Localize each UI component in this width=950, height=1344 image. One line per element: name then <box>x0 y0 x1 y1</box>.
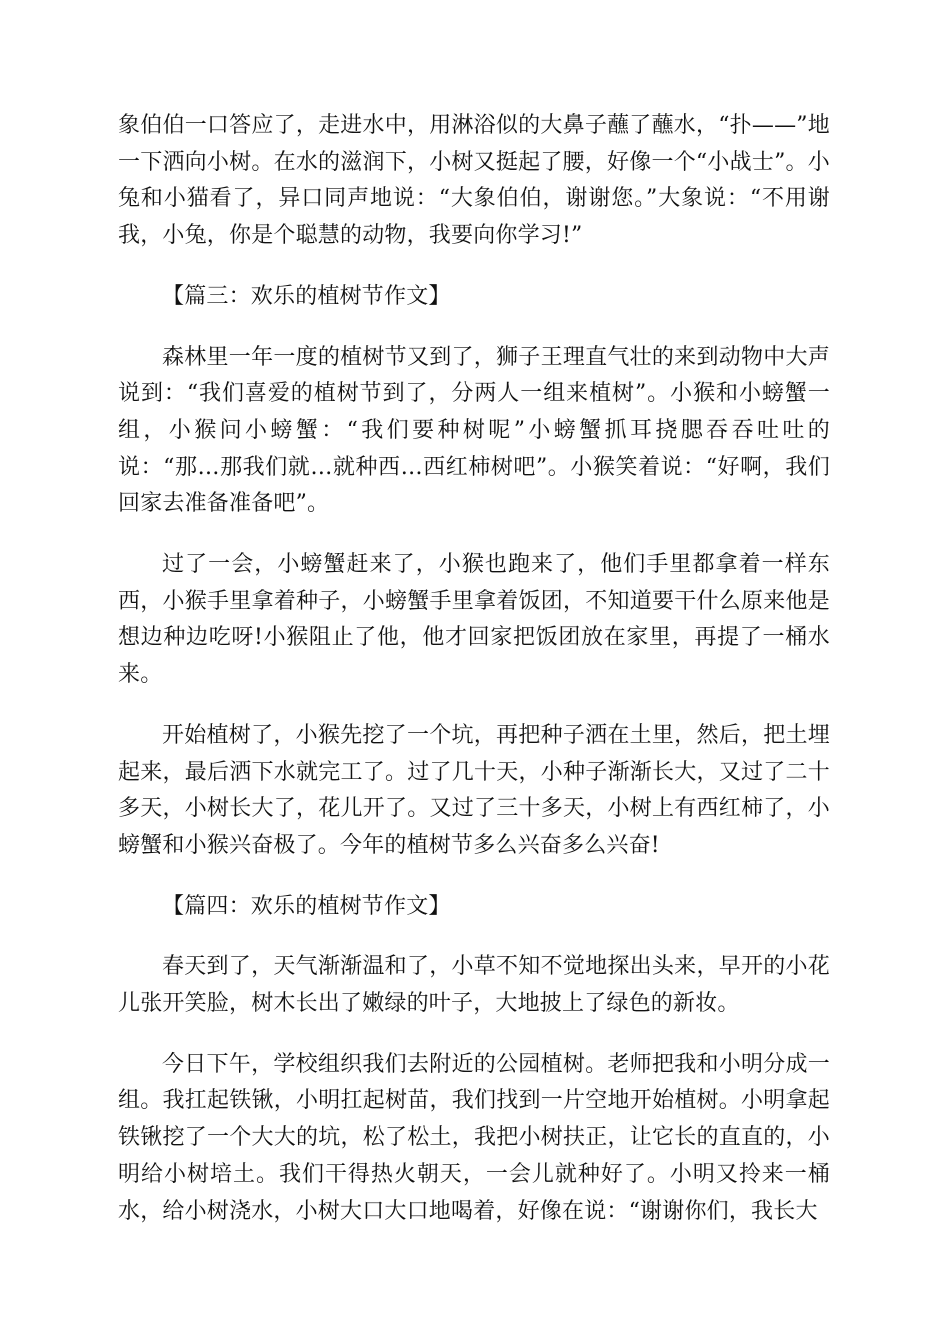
paragraph: 森林里一年一度的植树节又到了，狮子王理直气壮的来到动物中大声说到：“我们喜爱的植树节到了，分两人一组来植树”。小猴和小螃蟹一组，小猴问小螃蟹：“我们要种树呢”小螃蟹抓耳挠腮吞吞吐吐的说：“那…那我们就…就种西…西红柿树吧”。小猴笑着说：“好啊，我们回家去准备准备吧”。 <box>118 344 830 517</box>
essay-text-column <box>118 108 830 1254</box>
paragraph: 今日下午，学校组织我们去附近的公园植树。老师把我和小明分成一组。我扛起铁锹，小明扛起树苗，我们找到一片空地开始植树。小明拿起铁锹挖了一个大大的坑，松了松土，我把小树扶正，让它长的直直的，小明给小树培土。我们干得热火朝天，一会儿就种好了。小明又拎来一桶水，给小树浇水，小树大口大口地喝着，好像在说：“谢谢你们，我长大 <box>118 1051 830 1224</box>
section-heading-3: 【篇三：欢乐的植树节作文】 <box>162 283 451 309</box>
paragraph-continuation: 象伯伯一口答应了，走进水中，用淋浴似的大鼻子蘸了蘸水，“扑——”地一下洒向小树。在水的滋润下，小树又挺起了腰，好像一个“小战士”。小兔和小猫看了，异口同声地说：“大象伯伯，谢谢您。”大象说：“不用谢我，小兔，你是个聪慧的动物，我要向你学习!” <box>118 113 830 249</box>
paragraph: 开始植树了，小猴先挖了一个坑，再把种子洒在土里，然后，把土埋起来，最后洒下水就完工了。过了几十天，小种子渐渐长大，又过了二十多天，小树长大了，花儿开了。又过了三十多天，小树上有西红柿了，小螃蟹和小猴兴奋极了。今年的植树节多么兴奋多么兴奋! <box>118 722 830 858</box>
section-heading-4: 【篇四：欢乐的植树节作文】 <box>162 893 451 919</box>
paragraph: 春天到了，天气渐渐温和了，小草不知不觉地探出头来，早开的小花儿张开笑脸，树木长出了嫩绿的叶子，大地披上了绿色的新妆。 <box>118 954 830 1017</box>
paragraph: 过了一会，小螃蟹赶来了，小猴也跑来了，他们手里都拿着一样东西，小猴手里拿着种子，小螃蟹手里拿着饭团，不知道要干什么原来他是想边种边吃呀!小猴阻止了他，他才回家把饭团放在家里，再提了一桶水来。 <box>118 552 830 688</box>
